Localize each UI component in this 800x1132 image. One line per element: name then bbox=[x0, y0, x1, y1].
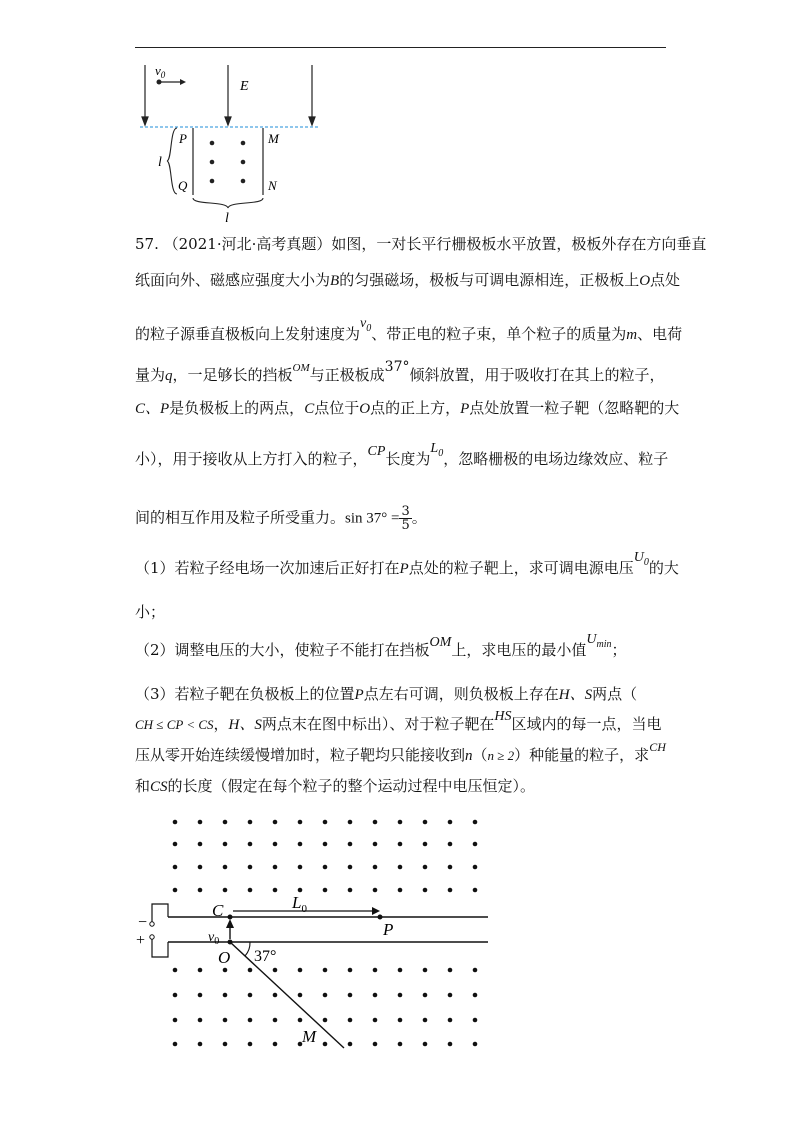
b-field-dot bbox=[473, 1018, 478, 1023]
b-field-dot bbox=[423, 865, 428, 870]
b-field-dot bbox=[323, 968, 328, 973]
b-field-dot bbox=[223, 993, 228, 998]
question-3-line-3: 压从零开始连续缓慢增加时，粒子靶均只能接收到n（n ≥ 2）种能量的粒子，求$^{CH}$ bbox=[135, 740, 666, 764]
positive-terminal bbox=[150, 935, 154, 939]
b-field-dot bbox=[273, 888, 278, 893]
label-q: Q bbox=[178, 178, 188, 193]
label-n: N bbox=[268, 178, 277, 193]
v0-arrowhead bbox=[226, 919, 234, 928]
b-field-dot bbox=[448, 865, 453, 870]
b-field-dot bbox=[423, 1042, 428, 1047]
label-v0: $v_0$ bbox=[155, 63, 166, 80]
b-field-dot bbox=[448, 968, 453, 973]
b-field-dot bbox=[448, 888, 453, 893]
b-field-dot bbox=[473, 993, 478, 998]
fraction-three-fifths: $\frac{3}{5}$ bbox=[401, 504, 410, 533]
e-field-arrowhead-right bbox=[309, 117, 315, 125]
b-field-dot bbox=[273, 865, 278, 870]
b-field-dot bbox=[348, 968, 353, 973]
b-field-dot bbox=[448, 1018, 453, 1023]
b-field-dot bbox=[348, 1042, 353, 1047]
b-field-dot bbox=[273, 1018, 278, 1023]
b-field-dot bbox=[198, 842, 203, 847]
b-field-dot bbox=[373, 842, 378, 847]
b-field-dot bbox=[223, 968, 228, 973]
label-c: C bbox=[212, 901, 224, 920]
b-field-dot bbox=[323, 993, 328, 998]
b-field-dot bbox=[173, 820, 178, 825]
problem-line-5: C、P是负极板上的两点，C点位于O点的正上方，P点处放置一粒子靶（忽略靶的大 bbox=[135, 399, 680, 417]
b-field-dot bbox=[298, 888, 303, 893]
b-field-dot bbox=[248, 968, 253, 973]
b-field-dot bbox=[298, 820, 303, 825]
b-field-dot bbox=[448, 993, 453, 998]
question-2: （2）调整电压的大小，使粒子不能打在挡板OM上，求电压的最小值$U_{min}$； bbox=[135, 632, 627, 659]
label-v0: $v_0$ bbox=[208, 930, 220, 947]
b-field-dot bbox=[173, 993, 178, 998]
problem-line-4: 量为q，一足够长的挡板$^{OM}$与正极板成37°倾斜放置，用于吸收打在其上的粒子， bbox=[135, 359, 665, 384]
b-field-dot bbox=[198, 993, 203, 998]
figure-1-field-diagram bbox=[130, 60, 330, 225]
problem-line-2: 纸面向外、磁感应强度大小为B的匀强磁场，极板与可调电源相连，正极板上O点处 bbox=[135, 271, 681, 289]
b-field-dot bbox=[173, 865, 178, 870]
positive-lead-wire bbox=[152, 937, 168, 957]
b-field-dot bbox=[223, 1018, 228, 1023]
b-field-dot bbox=[398, 993, 403, 998]
left-brace bbox=[167, 128, 177, 194]
b-field-dot bbox=[423, 888, 428, 893]
label-p: P bbox=[179, 131, 187, 146]
b-field-dot bbox=[323, 865, 328, 870]
b-field-dot bbox=[248, 1042, 253, 1047]
b-field-dot bbox=[423, 820, 428, 825]
b-field-dot bbox=[398, 1042, 403, 1047]
b-field-dot bbox=[198, 1042, 203, 1047]
problem-line-1: 57. （2021·河北·高考真题）如图，一对长平行栅极板水平放置，极板外存在方向垂直 bbox=[135, 235, 707, 253]
b-field-dot bbox=[398, 968, 403, 973]
angle-arc bbox=[245, 942, 250, 956]
b-field-dot bbox=[373, 1018, 378, 1023]
b-field-dot bbox=[373, 888, 378, 893]
b-field-dot bbox=[273, 842, 278, 847]
question-1-line-1: （1）若粒子经电场一次加速后正好打在P点处的粒子靶上，求可调电源电压$U_0$的大 bbox=[135, 550, 679, 577]
b-field-dot bbox=[398, 865, 403, 870]
magnetic-field-dots bbox=[173, 820, 478, 1047]
b-field-dot bbox=[348, 993, 353, 998]
b-field-dot bbox=[248, 1018, 253, 1023]
label-m: M bbox=[302, 1027, 317, 1046]
b-field-dot bbox=[248, 820, 253, 825]
label-plus: + bbox=[136, 932, 146, 949]
question-3-line-4: 和CS的长度（假定在每个粒子的整个运动过程中电压恒定）。 bbox=[135, 777, 536, 795]
question-3-line-1: （3）若粒子靶在负极板上的位置P点左右可调，则负极板上存在H、S两点（ bbox=[135, 685, 638, 703]
b-field-dot bbox=[473, 842, 478, 847]
b-field-dot bbox=[223, 820, 228, 825]
b-field-dot bbox=[223, 842, 228, 847]
b-field-dot bbox=[348, 888, 353, 893]
b-field-dot bbox=[198, 820, 203, 825]
b-field-dot bbox=[423, 1018, 428, 1023]
b-field-dot bbox=[348, 865, 353, 870]
b-field-dot bbox=[448, 1042, 453, 1047]
velocity-arrowhead bbox=[180, 79, 186, 85]
b-field-dot bbox=[198, 888, 203, 893]
b-field-dot bbox=[198, 865, 203, 870]
b-field-dot bbox=[373, 865, 378, 870]
b-field-dot bbox=[248, 865, 253, 870]
problem-line-3: 的粒子源垂直极板向上发射速度为$v_0$、带正电的粒子束，单个粒子的质量为m、电荷 bbox=[135, 316, 683, 343]
b-field-dot bbox=[241, 141, 246, 146]
b-field-dot bbox=[473, 888, 478, 893]
label-l-left: l bbox=[158, 155, 162, 170]
b-field-dot bbox=[348, 842, 353, 847]
negative-lead-wire bbox=[152, 904, 168, 922]
b-field-dot bbox=[298, 993, 303, 998]
b-field-dot bbox=[398, 888, 403, 893]
b-field-dot bbox=[173, 842, 178, 847]
b-field-dot bbox=[373, 993, 378, 998]
negative-terminal bbox=[150, 922, 154, 926]
b-field-dot bbox=[273, 1042, 278, 1047]
b-field-dot bbox=[223, 1042, 228, 1047]
e-field-arrowhead-left bbox=[142, 117, 148, 125]
b-field-dot bbox=[298, 865, 303, 870]
b-field-dot bbox=[241, 160, 246, 165]
b-field-dot bbox=[373, 968, 378, 973]
b-field-dot bbox=[223, 865, 228, 870]
problem-line-7: 间的相互作用及粒子所受重力。sin 37° = $\frac{3}{5}$ 。 bbox=[135, 504, 427, 533]
point-c bbox=[228, 915, 233, 920]
b-field-dot bbox=[323, 1018, 328, 1023]
b-field-dot bbox=[173, 968, 178, 973]
figure-2-plates-diagram bbox=[130, 800, 500, 1060]
b-field-dot bbox=[473, 1042, 478, 1047]
question-3-line-2: CH ≤ CP < CS，H、S两点末在图中标出）、对于粒子靶在HS区域内的每一点，当电 bbox=[135, 709, 662, 733]
point-p bbox=[378, 915, 383, 920]
b-field-dot bbox=[273, 993, 278, 998]
b-field-dot bbox=[198, 968, 203, 973]
b-field-dot bbox=[248, 842, 253, 847]
b-field-dot bbox=[248, 888, 253, 893]
b-field-dot bbox=[348, 1018, 353, 1023]
label-minus: − bbox=[138, 914, 148, 931]
b-field-dot bbox=[423, 842, 428, 847]
b-field-dot bbox=[173, 1042, 178, 1047]
b-field-dot bbox=[323, 888, 328, 893]
b-field-dot bbox=[398, 820, 403, 825]
label-p: P bbox=[383, 920, 394, 939]
question-1-line-2: 小； bbox=[135, 603, 166, 621]
b-field-dot bbox=[173, 888, 178, 893]
l0-arrowhead bbox=[372, 907, 380, 915]
b-field-dot bbox=[173, 1018, 178, 1023]
b-field-dot bbox=[473, 820, 478, 825]
b-field-dot bbox=[210, 160, 215, 165]
b-field-dot bbox=[298, 1018, 303, 1023]
e-field-arrowhead-middle bbox=[225, 117, 231, 125]
b-field-dot bbox=[423, 968, 428, 973]
label-l-bottom: l bbox=[225, 211, 229, 225]
b-field-dot bbox=[398, 1018, 403, 1023]
b-field-dot bbox=[323, 820, 328, 825]
b-field-dot bbox=[373, 820, 378, 825]
b-field-dot bbox=[248, 993, 253, 998]
label-angle: 37° bbox=[254, 948, 277, 965]
b-field-dot bbox=[210, 141, 215, 146]
b-field-dot bbox=[448, 820, 453, 825]
problem-line-6: 小），用于接收从上方打入的粒子，CP长度为$L_0$，忽略栅极的电场边缘效应、粒子 bbox=[135, 441, 669, 468]
label-l0: $L_0$ bbox=[292, 893, 307, 915]
label-e: E bbox=[240, 79, 249, 94]
b-field-dot bbox=[373, 1042, 378, 1047]
b-field-dot bbox=[241, 179, 246, 184]
label-o: O bbox=[218, 948, 231, 967]
b-field-dot bbox=[398, 842, 403, 847]
b-field-dot bbox=[223, 888, 228, 893]
b-field-dot bbox=[298, 968, 303, 973]
particle-dot bbox=[157, 80, 162, 85]
b-field-dot bbox=[323, 842, 328, 847]
b-field-dot bbox=[448, 842, 453, 847]
b-field-dot bbox=[348, 820, 353, 825]
b-field-dot bbox=[273, 968, 278, 973]
b-field-dot bbox=[273, 820, 278, 825]
label-m: M bbox=[268, 131, 279, 146]
b-field-dot bbox=[198, 1018, 203, 1023]
b-field-dot bbox=[323, 1042, 328, 1047]
b-field-dot bbox=[473, 865, 478, 870]
b-field-dot bbox=[210, 179, 215, 184]
b-field-dot bbox=[473, 968, 478, 973]
bottom-brace bbox=[193, 198, 263, 208]
b-field-dot bbox=[298, 842, 303, 847]
header-rule bbox=[135, 47, 666, 48]
b-field-dot bbox=[423, 993, 428, 998]
